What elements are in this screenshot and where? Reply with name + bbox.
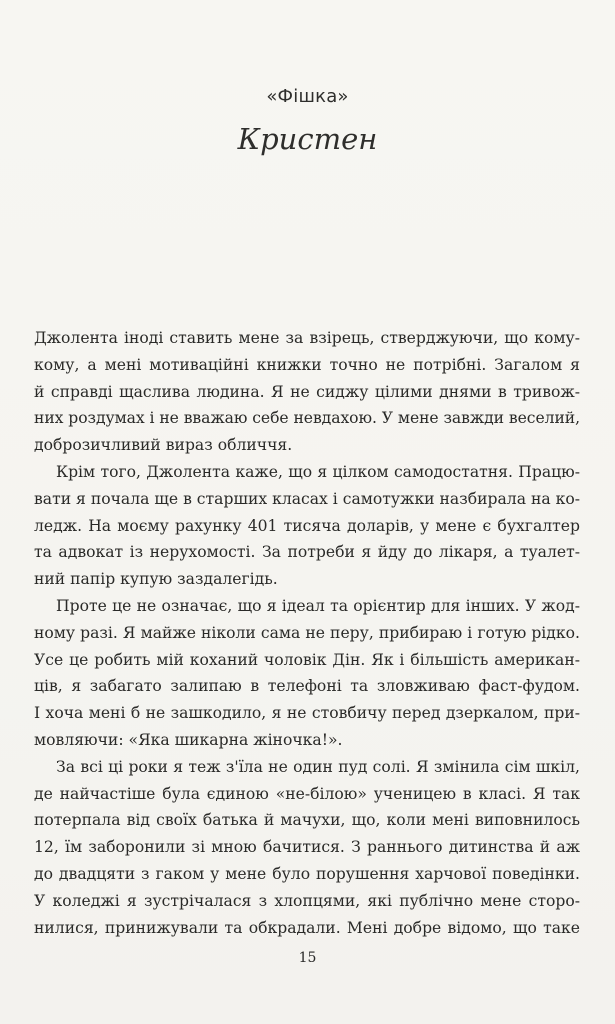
text-line: вати я почала ще в старших класах і самотужки назбирала на ко- xyxy=(34,489,580,508)
text-line: Проте це не означає, що я ідеал та орієнтир для інших. У жод- xyxy=(56,596,580,615)
chapter-title: «Фішка» xyxy=(266,86,349,107)
text-line: нилися, принижували та обкрадали. Мені добре відомо, що таке xyxy=(34,918,580,937)
text-line: 12, їм заборонили зі мною бачитися. З раннього дитинства й аж xyxy=(34,838,580,857)
chapter-subtitle: Кристен xyxy=(237,122,378,156)
paragraph xyxy=(34,754,580,942)
text-line: І хоча мені б не зашкодило, я не стовбичу перед дзеркалом, при- xyxy=(34,704,580,723)
text-line: до двадцяти з гаком у мене було порушення харчової поведінки. xyxy=(34,864,580,883)
text-line: потерпала від своїх батька й мачухи, що, коли мені виповнилось xyxy=(34,811,580,830)
text-line: мовляючи: «Яка шикарна жіночка!». xyxy=(34,730,343,749)
text-line: Крім того, Джолента каже, що я цілком самодостатня. Працю- xyxy=(56,462,580,481)
text-line: й справді щаслива людина. Я не сиджу цілими днями в тривож- xyxy=(34,382,580,401)
text-line: та адвокат із нерухомості. За потреби я йду до лікаря, а туалет- xyxy=(34,543,580,562)
text-line: У коледжі я зустрічалася з хлопцями, які публічно мене сторо- xyxy=(34,891,580,910)
text-line: них роздумах і не вважаю себе невдахою. У мене завжди веселий, xyxy=(34,409,580,428)
text-line: кому, а мені мотиваційні книжки точно не потрібні. Загалом я xyxy=(34,355,580,374)
text-line: ному разі. Я майже ніколи сама не перу, прибираю і готую рідко. xyxy=(34,623,580,642)
page-number: 15 xyxy=(298,950,317,966)
text-line: ний папір купую заздалегідь. xyxy=(34,570,278,589)
paragraph xyxy=(34,325,580,459)
text-line: ців, я забагато залипаю в телефоні та зловживаю фаст-фудом. xyxy=(34,677,580,696)
text-line: доброзичливий вираз обличчя. xyxy=(34,436,293,455)
paragraph xyxy=(34,593,580,754)
text-line: За всі ці роки я теж з'їла не один пуд солі. Я змінила сім шкіл, xyxy=(56,757,580,776)
text-line: де найчастіше була єдиною «не-білою» ученицею в класі. Я так xyxy=(34,784,580,803)
text-line: ледж. На моєму рахунку 401 тисяча доларів, у мене є бухгалтер xyxy=(34,516,580,535)
text-line: Усе це робить мій коханий чоловік Дін. Як і більшість американ- xyxy=(34,650,580,669)
body-text xyxy=(34,325,580,941)
paragraph xyxy=(34,459,580,593)
text-line: Джолента іноді ставить мене за взірець, стверджуючи, що кому- xyxy=(34,329,580,347)
